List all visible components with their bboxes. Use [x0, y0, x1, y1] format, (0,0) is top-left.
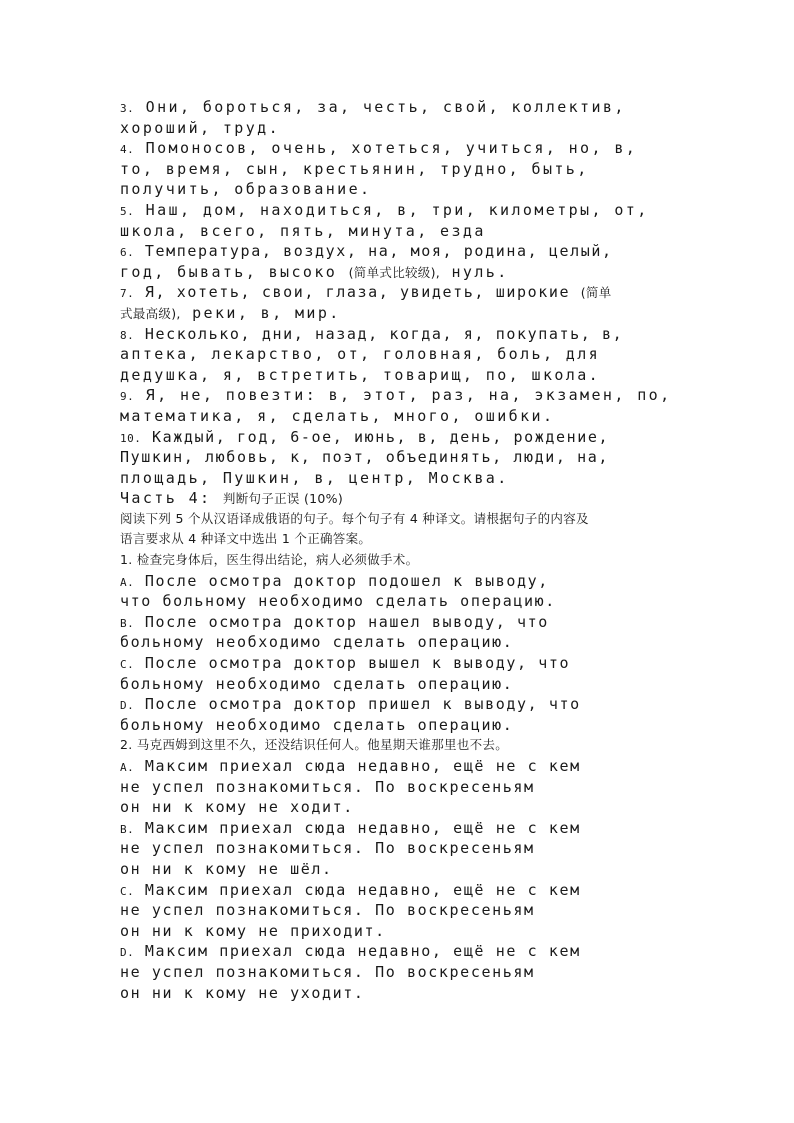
item-4-line-2: то, время, сын, крестьянин, трудно, быть, — [120, 159, 589, 178]
q2-prompt: 2. 马克西姆到这里不久，还没结识任何人。他星期天谁那里也不去。 — [120, 737, 509, 753]
q2-option-c-line-1: C. Максим приехал сюда недавно, ещё не с кем — [120, 880, 581, 899]
item-5-line-1: 5. Наш, дом, находиться, в, три, километры, от, — [120, 200, 649, 219]
item-4-line-1: 4. Помоносов, очень, хотеться, учиться, но, в, — [120, 139, 638, 158]
q1-option-b-line-2: больному необходимо сделать операцию. — [120, 633, 514, 652]
q2-option-a-line-2: не успел познакомиться. По воскресеньям — [120, 777, 535, 796]
item-3-line-1: 3. Они, бороться, за, честь, свой, коллектив, — [120, 98, 626, 116]
item-10-line-3: площадь, Пушкин, в, центр, Москва. — [120, 468, 509, 487]
document-body — [120, 97, 690, 1003]
q2-option-c-line-2: не успел познакомиться. По воскресеньям — [120, 901, 535, 920]
q1-option-d-line-1: D. После осмотра доктор пришел к выводу, что — [120, 695, 581, 714]
item-10-line-2: Пушкин, любовь, к, поэт, объединять, люди, на, — [120, 448, 610, 467]
item-8-line-3: дедушка, я, встретить, товарищ, по, школа. — [120, 365, 601, 384]
q1-option-c-line-1: C. После осмотра доктор вышел к выводу, что — [120, 654, 571, 673]
item-7-line-2: 式最高级), реки, в, мир. — [120, 303, 341, 322]
item-8-line-2: аптека, лекарство, от, головная, боль, для — [120, 345, 601, 364]
q1-prompt: 1. 检查完身体后，医生得出结论，病人必须做手术。 — [120, 552, 419, 568]
q2-option-b-line-1: B. Максим приехал сюда недавно, ещё не с кем — [120, 818, 581, 837]
q2-option-b-line-3: он ни к кому не шёл. — [120, 859, 333, 878]
q2-option-d-line-2: не успел познакомиться. По воскресеньям — [120, 962, 535, 981]
q1-option-d-line-2: больному необходимо сделать операцию. — [120, 715, 514, 734]
item-5-line-2: школа, всего, пять, минута, езда — [120, 221, 486, 240]
q2-option-a-line-1: A. Максим приехал сюда недавно, ещё не с кем — [120, 757, 581, 775]
q2-option-d-line-1: D. Максим приехал сюда недавно, ещё не с кем — [120, 942, 581, 961]
q1-option-a-line-1: A. После осмотра доктор подошел к выводу, — [120, 571, 549, 590]
part4-title: Часть 4: 判断句子正误 (10%) — [120, 489, 344, 508]
q2-option-d-line-3: он ни к кому не уходит. — [120, 983, 365, 1002]
item-3-line-2: хороший, труд. — [120, 118, 281, 137]
part4-instructions-line-2: 语言要求从 4 种译文中选出 1 个正确答案。 — [120, 531, 372, 547]
q2-option-a-line-3: он ни к кому не ходит. — [120, 798, 354, 817]
item-4-line-3: получить, образование. — [120, 180, 372, 199]
part4-instructions-line-1: 阅读下列 5 个从汉语译成俄语的句子。每个句子有 4 种译文。请根据句子的内容及 — [120, 510, 589, 526]
q2-option-c-line-3: он ни к кому не приходит. — [120, 921, 386, 940]
q1-option-a-line-2: что больному необходимо сделать операцию. — [120, 592, 556, 611]
item-6-line-2: год, бывать, высоко (简单式比较级), нуль. — [120, 262, 509, 281]
q1-option-c-line-2: больному необходимо сделать операцию. — [120, 674, 514, 693]
item-8-line-1: 8. Несколько, дни, назад, когда, я, покупать, в, — [120, 324, 624, 343]
q1-option-b-line-1: B. После осмотра доктор нашел выводу, что — [120, 612, 549, 631]
item-6-line-1: 6. Температура, воздух, на, моя, родина, целый, — [120, 242, 613, 261]
q2-option-b-line-2: не успел познакомиться. По воскресеньям — [120, 839, 535, 858]
item-7-line-1: 7. Я, хотеть, свои, глаза, увидеть, широкие (简单 — [120, 283, 612, 302]
item-10-line-1: 10. Каждый, год, 6-ое, июнь, в, день, рождение, — [120, 427, 610, 446]
item-9-line-2: математика, я, сделать, много, ошибки. — [120, 406, 555, 425]
item-9-line-1: 9. Я, не, повезти: в, этот, раз, на, экзамен, по, — [120, 386, 672, 405]
